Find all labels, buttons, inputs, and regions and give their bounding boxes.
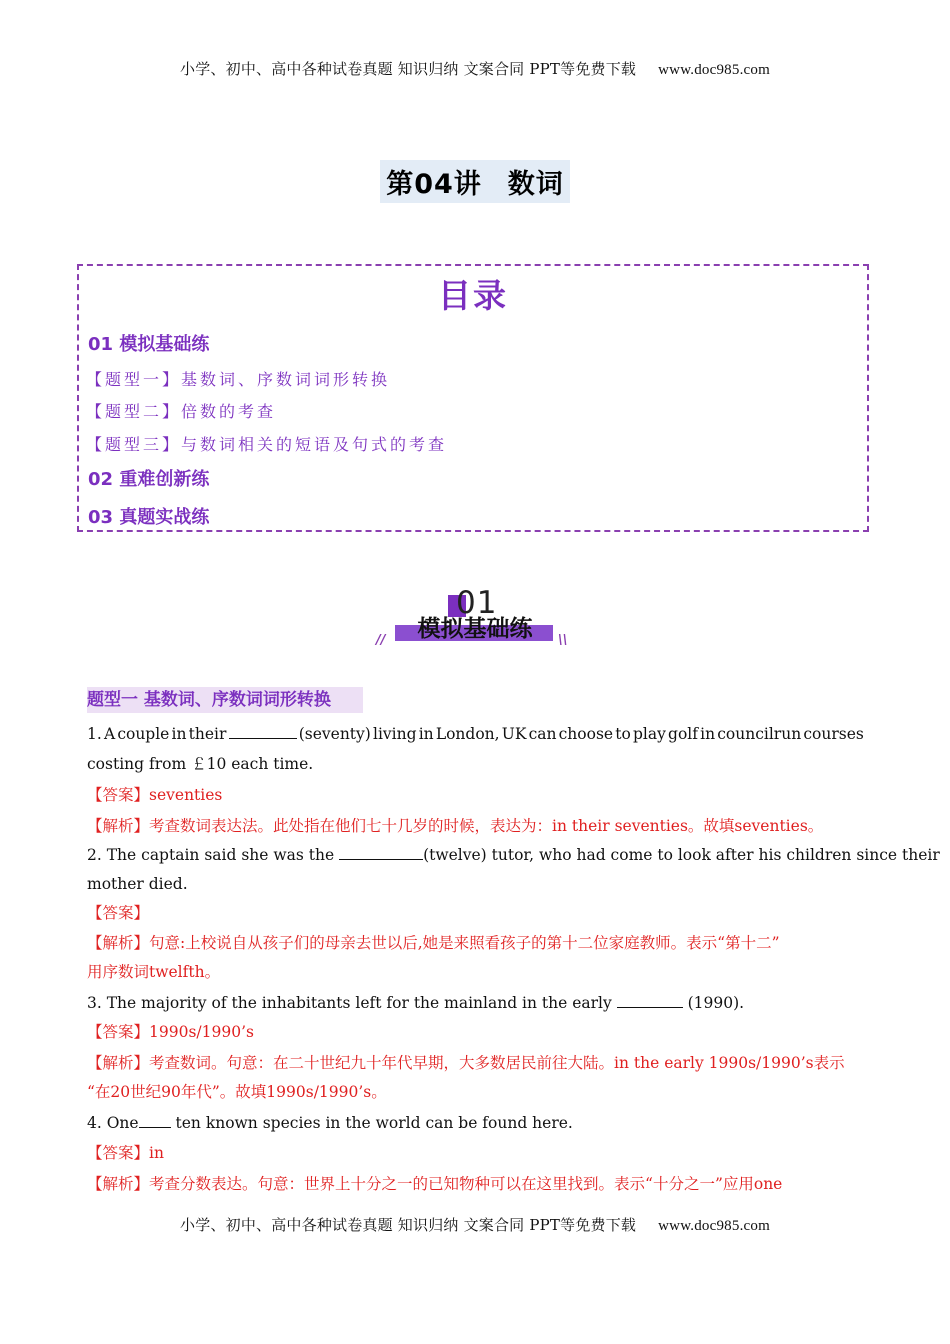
badge-label: 模拟基础练 [417, 616, 533, 642]
analysis-tag: 【解析】 [87, 817, 150, 835]
q3-pre: 3. The majority of the inhabitants left for the mainland in the early [87, 994, 617, 1012]
section-heading: 题型一 基数词、序数词词形转换 [87, 687, 363, 713]
toc-section-3[interactable]: 03 真题实战练 [88, 507, 210, 528]
q1-analysis-text: 考查数词表达法。此处指在他们七十几岁的时候，表达为：in their seventies。故填seventies。 [149, 817, 824, 835]
q3-line1 [87, 993, 864, 1013]
q1-answer [87, 785, 864, 805]
q4-post: ten known species in the world can be found here. [170, 1114, 573, 1132]
toc-heading: 目录 [438, 276, 508, 315]
header-site: www.doc985.com [658, 62, 770, 78]
answer-tag: 【答案】 [87, 786, 150, 804]
page-footer [0, 1214, 950, 1235]
q2-analysis [87, 933, 864, 953]
q1-word: can [528, 725, 557, 743]
q1-word: their [188, 725, 227, 743]
q1-blank[interactable] [229, 724, 297, 739]
q1-word: in [418, 725, 434, 743]
toc-item-2[interactable]: 【题型二】倍数的考查 [86, 402, 277, 421]
q1-line2: costing from ￡10 each time. [87, 755, 314, 773]
q4-analysis [87, 1174, 864, 1194]
q3-analysis-text-1: 考查数词。句意：在二十世纪九十年代早期，大多数居民前往大陆。in the early 1990s/1990’s表示 [149, 1054, 845, 1072]
toc-item-1[interactable]: 【题型一】基数词、序数词词形转换 [86, 370, 391, 389]
q1-word: couple [117, 725, 170, 743]
q1-word: UK [501, 725, 527, 743]
q4-line1 [87, 1113, 864, 1133]
q1-word: golf [668, 725, 698, 743]
q1-word: living [373, 725, 417, 743]
analysis-tag: 【解析】 [87, 1175, 150, 1193]
q1-word: A [103, 725, 116, 743]
q1-word: London, [435, 725, 500, 743]
q1-word: choose [558, 725, 614, 743]
toc-section-2[interactable]: 02 重难创新练 [88, 469, 210, 490]
q4-blank[interactable] [139, 1113, 171, 1128]
q4-pre: 4. One [87, 1114, 139, 1132]
q1-answer-text: seventies [149, 786, 223, 804]
section-badge [0, 585, 950, 665]
analysis-tag: 【解析】 [87, 934, 150, 952]
q3-blank[interactable] [617, 993, 683, 1008]
q1-word: in [700, 725, 716, 743]
q4-answer [87, 1143, 864, 1163]
q3-answer-text: 1990s/1990’s [149, 1023, 254, 1041]
toc-section-1[interactable]: 01 模拟基础练 [88, 334, 210, 355]
q1-word: to [615, 725, 631, 743]
title-part1: 第04讲 [386, 169, 482, 200]
badge-right-slashes: \\ [558, 633, 568, 648]
title-part2: 数词 [507, 169, 564, 200]
title-wrap [0, 160, 950, 203]
q1-word: courses [803, 725, 864, 743]
q1-line1 [87, 724, 864, 744]
q1-word: 1. [87, 725, 102, 743]
q1-word: in [171, 725, 187, 743]
q1-word: councilrun [717, 725, 802, 743]
page-header [0, 58, 950, 79]
q2-answer [87, 903, 864, 923]
answer-tag: 【答案】 [87, 1144, 150, 1162]
page-title [380, 160, 570, 203]
q1-word: (seventy) [298, 725, 371, 743]
q3-analysis-text-2: “在20世纪90年代”。故填1990s/1990’s。 [87, 1083, 387, 1101]
footer-text: 小学、初中、高中各种试卷真题 知识归纳 文案合同 PPT等免费下载 [180, 1216, 637, 1234]
q1-analysis [87, 816, 864, 836]
toc-item-3[interactable]: 【题型三】与数词相关的短语及句式的考查 [86, 435, 448, 454]
q2-line2: mother died. [87, 875, 188, 893]
q2-line1 [87, 845, 940, 865]
footer-site: www.doc985.com [658, 1218, 770, 1234]
answer-tag: 【答案】 [87, 1023, 150, 1041]
q3-answer [87, 1022, 864, 1042]
q3-post: (1990). [682, 994, 745, 1012]
analysis-tag: 【解析】 [87, 1054, 150, 1072]
q2-analysis-text-2: 用序数词twelfth。 [87, 963, 221, 981]
q4-answer-text: in [149, 1144, 164, 1162]
toc-box [77, 264, 869, 532]
q2-analysis-text-1: 句意:上校说自从孩子们的母亲去世以后,她是来照看孩子的第十二位家庭教师。表示“第十二” [149, 934, 780, 952]
badge-left-slashes: // [376, 633, 386, 648]
answer-tag: 【答案】 [87, 904, 150, 922]
q2-blank[interactable] [339, 845, 423, 860]
q2-pre: 2. The captain said she was the [87, 846, 340, 864]
q3-analysis [87, 1053, 864, 1073]
q1-word: play [632, 725, 666, 743]
q4-analysis-text: 考查分数表达。句意：世界上十分之一的已知物种可以在这里找到。表示“十分之一”应用one [149, 1175, 783, 1193]
q2-post: (twelve) tutor, who had come to look after his children since their [423, 846, 940, 864]
badge-number: 01 [456, 585, 498, 621]
header-text: 小学、初中、高中各种试卷真题 知识归纳 文案合同 PPT等免费下载 [180, 60, 637, 78]
